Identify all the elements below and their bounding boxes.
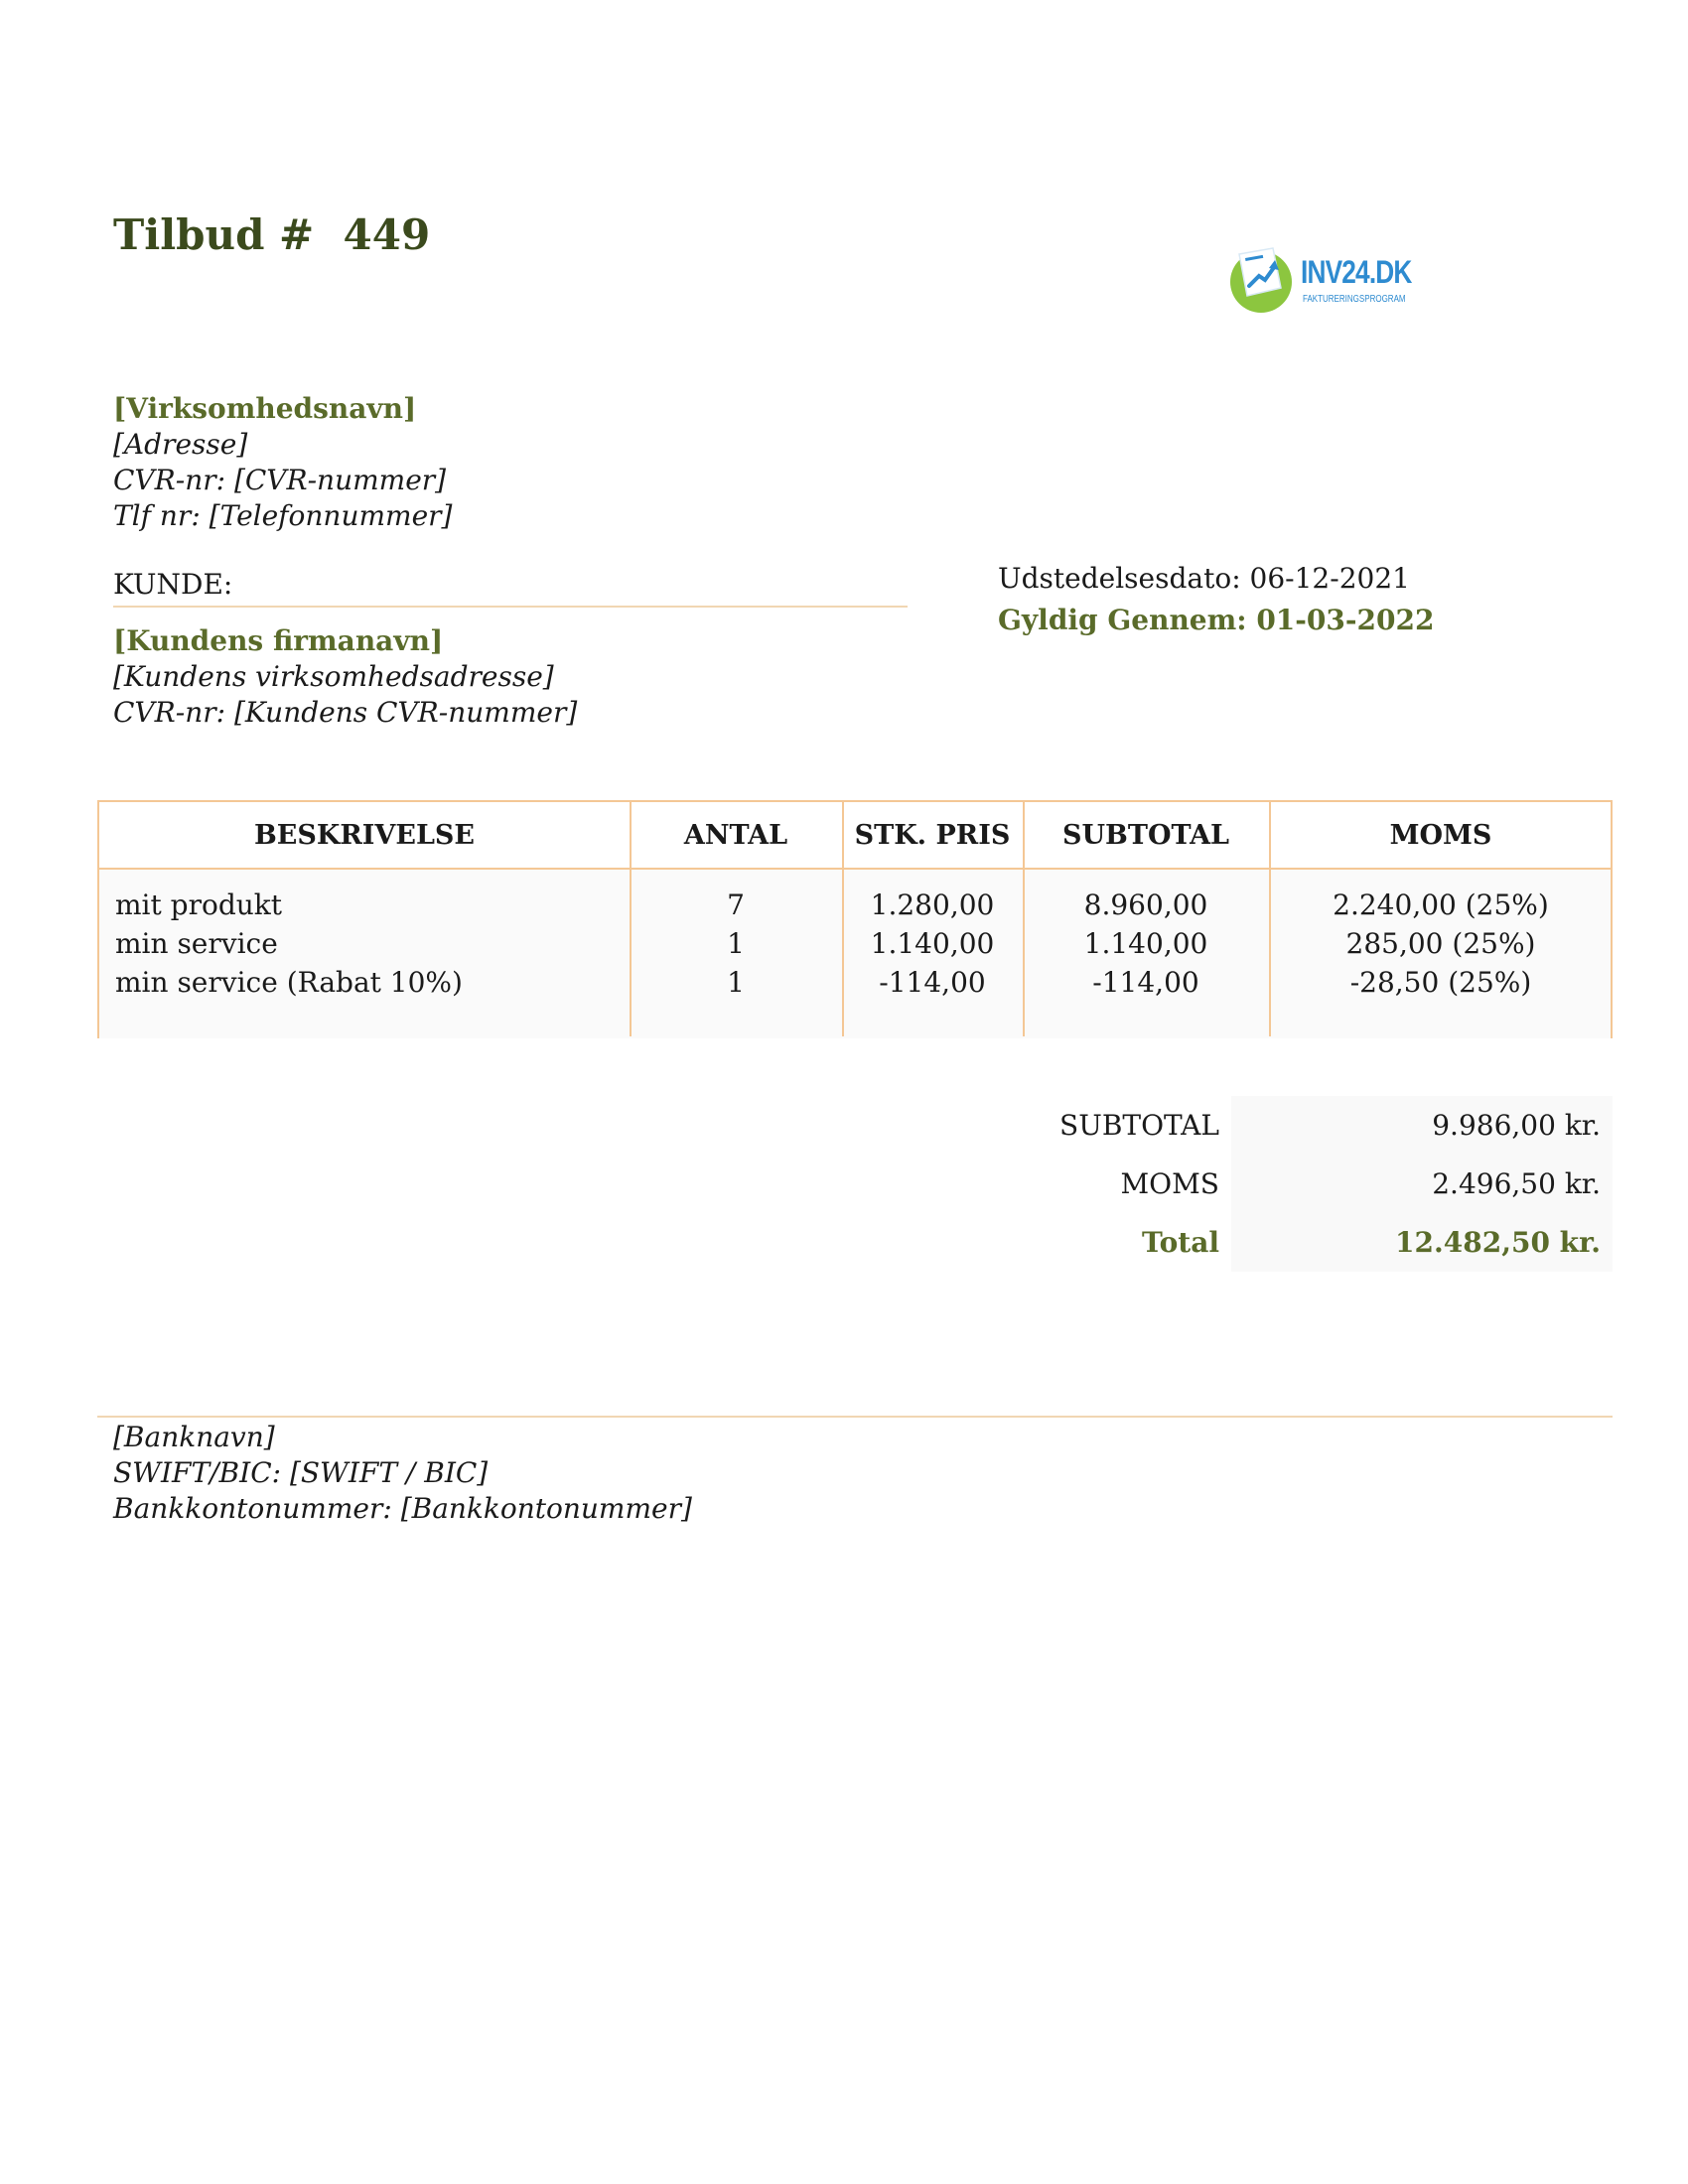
cell-description: mit produkt bbox=[115, 888, 282, 921]
vat-row bbox=[1053, 1155, 1613, 1213]
column-description bbox=[99, 802, 630, 1036]
total-row bbox=[1053, 1213, 1613, 1272]
column-qty bbox=[630, 802, 842, 1036]
customer-label: KUNDE: bbox=[113, 568, 233, 601]
page-title bbox=[113, 210, 430, 259]
valid-until-date: Gyldig Gennem: 01-03-2022 bbox=[998, 604, 1435, 636]
column-unit-price bbox=[842, 802, 1023, 1036]
bank-swift: SWIFT/BIC: [SWIFT / BIC] bbox=[113, 1456, 489, 1489]
customer-block bbox=[113, 623, 577, 731]
cell-subtotal: 1.140,00 bbox=[1083, 927, 1208, 960]
subtotal-value: 9.986,00 kr. bbox=[1231, 1096, 1613, 1155]
header-description: BESKRIVELSE bbox=[253, 820, 476, 851]
issue-date: Udstedelsesdato: 06-12-2021 bbox=[998, 562, 1410, 595]
cell-vat: 285,00 (25%) bbox=[1345, 927, 1536, 960]
subtotal-row bbox=[1053, 1096, 1613, 1155]
customer-name: [Kundens firmanavn] bbox=[113, 624, 444, 657]
bank-account: Bankkontonummer: [Bankkontonummer] bbox=[113, 1492, 692, 1525]
bank-name: [Banknavn] bbox=[113, 1421, 275, 1453]
logo-icon bbox=[1225, 244, 1299, 314]
seller-address: [Adresse] bbox=[113, 428, 248, 461]
header-unit-price: STK. PRIS bbox=[854, 820, 1011, 851]
seller-cvr: CVR-nr: [CVR-nummer] bbox=[113, 464, 447, 496]
cell-subtotal: 8.960,00 bbox=[1083, 888, 1208, 921]
logo-subtext: FAKTURERINGSPROGRAM bbox=[1303, 294, 1406, 305]
customer-divider bbox=[113, 606, 908, 608]
customer-address: [Kundens virksomhedsadresse] bbox=[113, 660, 554, 693]
vat-label: MOMS bbox=[1120, 1167, 1219, 1200]
customer-cvr: CVR-nr: [Kundens CVR-nummer] bbox=[113, 696, 578, 729]
subtotal-label: SUBTOTAL bbox=[1059, 1109, 1219, 1142]
dates-block bbox=[998, 558, 1434, 641]
cell-qty: 1 bbox=[727, 966, 745, 999]
total-value: 12.482,50 kr. bbox=[1231, 1213, 1613, 1272]
cell-description: min service bbox=[115, 927, 278, 960]
quote-number: 449 bbox=[343, 210, 431, 259]
column-subtotal bbox=[1023, 802, 1269, 1036]
cell-unit-price: -114,00 bbox=[879, 966, 986, 999]
cell-qty: 1 bbox=[727, 927, 745, 960]
cell-unit-price: 1.140,00 bbox=[870, 927, 995, 960]
cell-qty: 7 bbox=[727, 888, 745, 921]
logo-text: INV24.DK bbox=[1301, 254, 1412, 290]
title-prefix: Tilbud # bbox=[113, 210, 315, 259]
cell-unit-price: 1.280,00 bbox=[870, 888, 995, 921]
column-vat bbox=[1269, 802, 1613, 1036]
cell-description: min service (Rabat 10%) bbox=[115, 966, 463, 999]
seller-block bbox=[113, 391, 452, 534]
cell-subtotal: -114,00 bbox=[1092, 966, 1199, 999]
seller-name: [Virksomhedsnavn] bbox=[113, 392, 417, 425]
cell-vat: -28,50 (25%) bbox=[1349, 966, 1532, 999]
header-qty: ANTAL bbox=[683, 820, 788, 851]
header-vat: MOMS bbox=[1389, 820, 1492, 851]
seller-phone: Tlf nr: [Telefonnummer] bbox=[113, 499, 453, 532]
bank-divider bbox=[97, 1416, 1613, 1418]
total-label: Total bbox=[1141, 1226, 1219, 1259]
bank-block bbox=[113, 1420, 692, 1527]
header-subtotal: SUBTOTAL bbox=[1061, 820, 1230, 851]
logo bbox=[1225, 244, 1424, 314]
cell-vat: 2.240,00 (25%) bbox=[1333, 888, 1549, 921]
vat-value: 2.496,50 kr. bbox=[1231, 1155, 1613, 1213]
totals-block bbox=[1053, 1096, 1613, 1272]
items-table bbox=[97, 800, 1613, 1038]
